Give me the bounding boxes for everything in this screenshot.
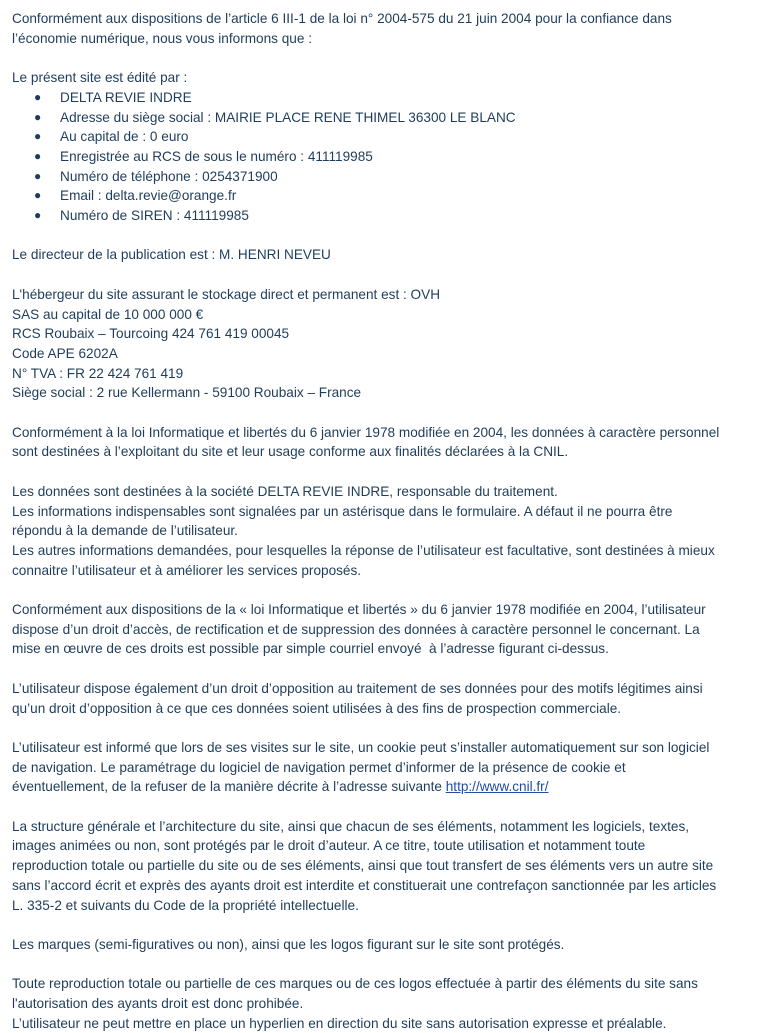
list-item: ● Adresse du siège social : MAIRIE PLACE RENE THIMEL 36300 LE BLANC [12,108,773,128]
host-line: SAS au capital de 10 000 000 € [12,306,204,322]
list-item: ● DELTA REVIE INDRE [12,88,773,108]
bullet-icon: ● [34,208,42,223]
cnil-paragraph: Conformément à la loi Informatique et libertés du 6 janvier 1978 modifiée en 2004, les données à caractère personnel sont destinées à l’exploitant du site et leur usage conforme aux finalités déclarées à la CNIL. [12,424,720,460]
bullet-icon: ● [34,188,42,203]
bullet-icon: ● [34,129,42,144]
intro-line: l’économie numérique, nous vous informons que : [12,30,312,46]
cnil-link[interactable]: http://www.cnil.fr/ [445,779,549,795]
bullet-icon: ● [34,148,42,163]
bullet-icon: ● [34,109,42,124]
reproduction-paragraph: Toute reproduction totale ou partielle de ces marques ou de ces logos effectuée à partir des éléments du site sans l'autorisation des ayants droit est donc prohibée. L’utilisateur ne peut mettre en place un hyperlien en direction du site sans autorisation expresse et préalable. [12,976,698,1031]
cookie-paragraph: L’utilisateur est informé que lors de ses visites sur le site, un cookie peut s’installer automatiquement sur son logiciel de navigation. Le paramétrage du logiciel de navigation permet d’informer de la présence de cookie et éventuellement, de la refuser de la manière décrite à l’adresse suivante http://www.cnil.fr/ [12,739,710,795]
list-item: ● Numéro de téléphone : 0254371900 [12,167,773,187]
list-item: ● Enregistrée au RCS de sous le numéro : 411119985 [12,147,773,167]
opposition-paragraph: L’utilisateur dispose également d’un droit d’opposition au traitement de ses données pour des motifs légitimes ainsi qu’un droit d’opposition à ce que ces données soient utilisées à des fins de prospection commerciale. [12,680,703,716]
trademarks-paragraph: Les marques (semi-figuratives ou non), ainsi que les logos figurant sur le site sont protégés. [12,936,565,952]
editor-details-list [12,88,773,226]
intro-line: Conformément aux dispositions de l’article 6 III-1 de la loi n° 2004-575 du 21 juin 2004 pour la confiance dans [12,11,672,26]
intro-paragraph [12,9,773,48]
data-use-paragraph: Les données sont destinées à la société DELTA REVIE INDRE, responsable du traitement. Les informations indispensables sont signalées par un astérisque dans le formulaire. A défaut il ne pourra être répondu à la demande de l’utilisateur. Les autres informations demandées, pour lesquelles la réponse de l’utilisateur est facultative, sont destinées à mieux connaitre l’utilisateur et à améliorer les services proposés. [12,483,715,578]
host-line: Code APE 6202A [12,345,118,361]
list-item: ● Au capital de : 0 euro [12,127,773,147]
director-paragraph: Le directeur de la publication est : M. HENRI NEVEU [12,247,331,263]
host-line: L'hébergeur du site assurant le stockage direct et permanent est : OVH [12,286,441,302]
bullet-icon: ● [34,168,42,183]
list-item: ● Numéro de SIREN : 411119985 [12,206,773,226]
editor-heading: Le présent site est édité par : [12,70,188,86]
rights-paragraph: Conformément aux dispositions de la « loi Informatique et libertés » du 6 janvier 1978 modifiée en 2004, l’utilisateur dispose d’un droit d’accès, de rectification et de suppression des données à caractère personnel le concernant. La mise en œuvre de ces droits est possible par simple courriel envoyé à l’adresse figurant ci-dessus. [12,602,706,657]
list-item: ● Email : delta.revie@orange.fr [12,186,773,206]
host-line: RCS Roubaix – Tourcoing 424 761 419 00045 [12,326,290,342]
bullet-icon: ● [34,89,42,104]
host-paragraph [12,285,773,403]
host-line: Siège social : 2 rue Kellermann - 59100 Roubaix – France [12,385,362,401]
host-line: N° TVA : FR 22 424 761 419 [12,365,184,381]
copyright-paragraph: La structure générale et l’architecture du site, ainsi que chacun de ses éléments, notamment les logiciels, textes, images animées ou non, sont protégés par le droit d’auteur. A ce titre, toute utilisation et notamment toute reproduction totale ou partielle du site ou de ses éléments, ainsi que tout transfert de ses éléments vers un autre site sans l’accord écrit et exprès des ayants droit est interdite et constituerait une contrefaçon sanctionnée par les articles L. 335-2 et suivants du Code de la propriété intellectuelle. [12,818,717,913]
